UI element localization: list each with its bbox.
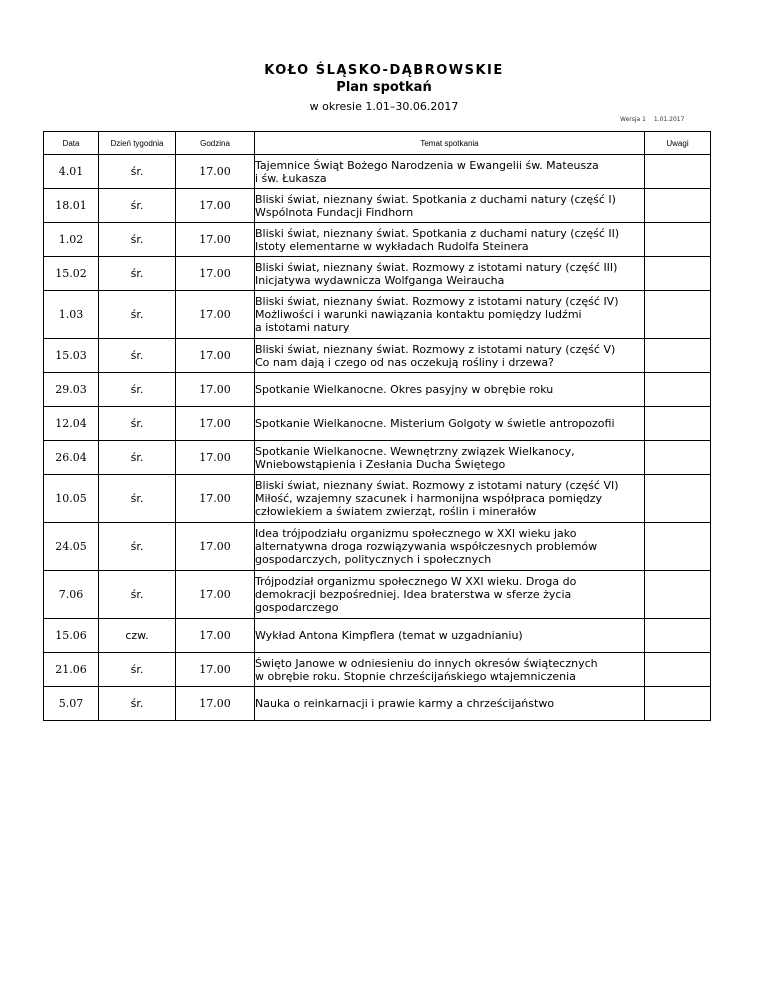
topic-line: Wspólnota Fundacji Findhorn [255,205,414,219]
topic-line: Bliski świat, nieznany świat. Rozmowy z istotami natury (część IV) [255,295,619,308]
cell-date: 24.05 [44,523,99,571]
cell-time: 17.00 [176,155,255,189]
topic-line: Wykład Antona Kimpflera (temat w uzgadnianiu) [255,629,523,642]
topic-line: Miłość, wzajemny szacunek i harmonijna współpraca pomiędzy [255,492,603,505]
cell-topic [255,441,645,475]
cell-day: czw. [99,619,176,653]
cell-topic [255,407,645,441]
cell-topic [255,155,645,189]
cell-day: śr. [99,407,176,441]
meetings-table [43,131,711,721]
topic-line: Bliski świat, nieznany świat. Rozmowy z istotami natury (część V) [255,342,616,356]
table-row [44,291,711,339]
period-text: w okresie 1.01–30.06.2017 [309,100,459,113]
cell-time: 17.00 [176,291,255,339]
cell-time: 17.00 [176,523,255,571]
table-row [44,373,711,407]
topic-line: Tajemnice Świąt Bożego Narodzenia w Ewangelii św. Mateusza [255,158,599,172]
cell-date: 10.05 [44,475,99,523]
table-row [44,687,711,721]
document-subtitle: Plan spotkań [336,80,432,95]
cell-notes [645,155,711,189]
cell-time: 17.00 [176,189,255,223]
cell-notes [645,223,711,257]
cell-day: śr. [99,339,176,373]
topic-line: Bliski świat, nieznany świat. Rozmowy z istotami natury (część III) [255,260,618,274]
cell-time: 17.00 [176,619,255,653]
cell-date: 7.06 [44,571,99,619]
cell-topic [255,339,645,373]
column-header-day: Dzień tygodnia [99,132,176,155]
topic-line: i św. Łukasza [255,171,327,185]
topic-line: demokracji bezpośredniej. Idea braterstwa w sferze życia [255,588,572,601]
table-body [44,155,711,721]
cell-topic [255,373,645,407]
topic-line: gospodarczych, politycznych i społecznych [255,553,492,566]
cell-date: 29.03 [44,373,99,407]
cell-notes [645,687,711,721]
cell-day: śr. [99,441,176,475]
topic-line: Spotkanie Wielkanocne. Wewnętrzny związek Wielkanocy, [255,444,575,458]
cell-day: śr. [99,475,176,523]
cell-date: 21.06 [44,653,99,687]
topic-line: a istotami natury [255,321,350,334]
cell-day: śr. [99,653,176,687]
cell-topic [255,189,645,223]
cell-notes [645,571,711,619]
cell-day: śr. [99,571,176,619]
cell-date: 18.01 [44,189,99,223]
cell-date: 15.02 [44,257,99,291]
cell-topic [255,619,645,653]
cell-day: śr. [99,291,176,339]
table-row [44,475,711,523]
topic-line: Inicjatywa wydawnicza Wolfganga Weiraucha [255,273,505,287]
cell-notes [645,475,711,523]
cell-notes [645,653,711,687]
topic-line: Możliwości i warunki nawiązania kontaktu pomiędzy ludźmi [255,308,582,321]
cell-notes [645,523,711,571]
cell-time: 17.00 [176,373,255,407]
version-date: 1.01.2017 [653,116,685,123]
cell-time: 17.00 [176,339,255,373]
column-header-date: Data [44,132,99,155]
cell-notes [645,441,711,475]
topic-line: alternatywna droga rozwiązywania współczesnych problemów [255,540,598,553]
table-row [44,619,711,653]
cell-time: 17.00 [176,441,255,475]
cell-date: 4.01 [44,155,99,189]
cell-notes [645,407,711,441]
cell-time: 17.00 [176,653,255,687]
cell-topic [255,687,645,721]
column-header-notes: Uwagi [645,132,711,155]
topic-line: w obrębie roku. Stopnie chrześcijańskiego wtajemniczenia [255,669,576,683]
cell-notes [645,619,711,653]
cell-topic [255,223,645,257]
topic-line: Bliski świat, nieznany świat. Spotkania z duchami natury (część II) [255,226,620,240]
cell-date: 15.03 [44,339,99,373]
cell-day: śr. [99,373,176,407]
cell-day: śr. [99,155,176,189]
table-row [44,155,711,189]
cell-day: śr. [99,687,176,721]
table-row [44,189,711,223]
version-label: Wersja 1 [620,116,646,123]
version-info [620,116,684,123]
table-row [44,223,711,257]
cell-day: śr. [99,257,176,291]
document-title: KOŁO ŚLĄSKO-DĄBROWSKIE [264,63,504,78]
cell-topic [255,653,645,687]
column-header-topic: Temat spotkania [255,132,645,155]
table-row [44,407,711,441]
topic-line: Nauka o reinkarnacji i prawie karmy a chrześcijaństwo [255,697,555,710]
table-row [44,653,711,687]
topic-line: Idea trójpodziału organizmu społecznego w XXI wieku jako [255,527,577,540]
cell-date: 26.04 [44,441,99,475]
cell-notes [645,373,711,407]
cell-notes [645,189,711,223]
cell-topic [255,291,645,339]
topic-line: Święto Janowe w odniesieniu do innych okresów świątecznych [255,656,598,670]
topic-line: Wniebowstąpienia i Zesłania Ducha Świętego [255,457,506,471]
cell-notes [645,339,711,373]
cell-date: 5.07 [44,687,99,721]
cell-day: śr. [99,189,176,223]
table-row [44,441,711,475]
table-row [44,523,711,571]
cell-time: 17.00 [176,257,255,291]
cell-time: 17.00 [176,475,255,523]
cell-day: śr. [99,223,176,257]
cell-time: 17.00 [176,571,255,619]
cell-day: śr. [99,523,176,571]
table-row [44,339,711,373]
topic-line: Trójpodział organizmu społecznego W XXI wieku. Droga do [255,575,577,588]
cell-time: 17.00 [176,687,255,721]
cell-topic [255,571,645,619]
cell-notes [645,291,711,339]
cell-time: 17.00 [176,407,255,441]
table-row [44,257,711,291]
cell-date: 1.03 [44,291,99,339]
cell-date: 15.06 [44,619,99,653]
cell-notes [645,257,711,291]
cell-topic [255,475,645,523]
topic-line: Bliski świat, nieznany świat. Spotkania z duchami natury (część I) [255,192,616,206]
cell-topic [255,257,645,291]
table-row [44,571,711,619]
topic-line: Spotkanie Wielkanocne. Okres pasyjny w obrębie roku [255,383,554,396]
topic-line: Co nam dają i czego od nas oczekują rośliny i drzewa? [255,355,554,369]
topic-line: gospodarczego [255,601,339,614]
column-header-time: Godzina [176,132,255,155]
topic-line: Spotkanie Wielkanocne. Misterium Golgoty w świetle antropozofii [255,417,615,430]
cell-date: 12.04 [44,407,99,441]
cell-date: 1.02 [44,223,99,257]
topic-line: Istoty elementarne w wykładach Rudolfa Steinera [255,239,529,253]
topic-line: Bliski świat, nieznany świat. Rozmowy z istotami natury (część VI) [255,479,619,492]
cell-topic [255,523,645,571]
cell-time: 17.00 [176,223,255,257]
topic-line: człowiekiem a światem zwierząt, roślin i minerałów [255,505,537,518]
table-header-row [44,132,711,155]
